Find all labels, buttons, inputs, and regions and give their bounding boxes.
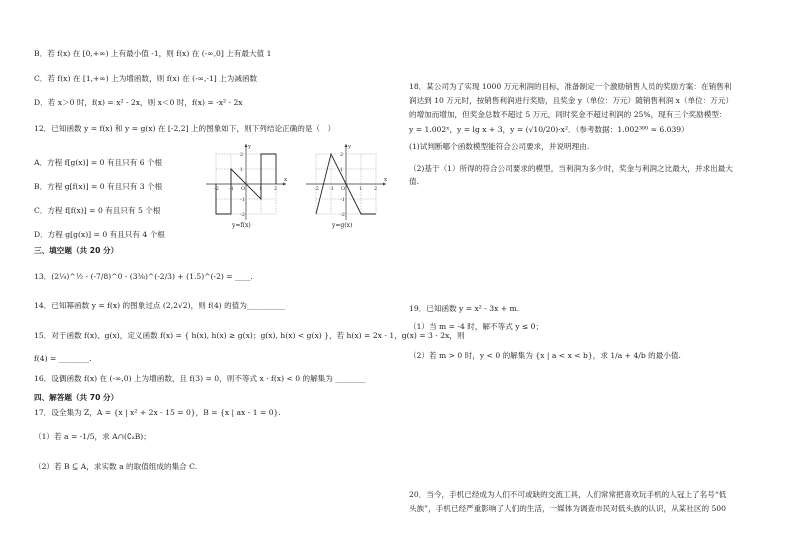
graph-g-x-tick-label: O xyxy=(341,186,346,192)
question-18-line-2: 润达到 10 万元时，按销售利润进行奖励，且奖金 y（单位：万元）随销售利润 x（单位：万元） xyxy=(409,96,734,105)
question-18-part-1: (1)试判断哪个函数模型能符合公司要求，并说明理由. xyxy=(409,142,590,151)
q12-option-a: A．方程 f[g(x)] = 0 有且只有 6 个根 xyxy=(34,158,163,167)
question-19: 19．已知函数 y = x² - 3x + m. xyxy=(409,304,520,313)
graph-f-x-axis-label: x xyxy=(284,177,288,183)
graph-g-y-tick-label: -2 xyxy=(340,212,345,218)
graph-g-y-axis-label: y xyxy=(348,144,352,150)
graph-g-x-tick-label: -2 xyxy=(314,186,319,192)
graph-g-x-tick-label: 1 xyxy=(359,186,363,192)
graph-f-y-axis-label: y xyxy=(248,144,252,150)
graph-f-x-tick-label: -1 xyxy=(229,186,234,192)
graph-f-y-tick-label: -2 xyxy=(240,212,245,218)
question-18-part-2: （2)基于（1）所得的符合公司要求的模型，当利润为多少时，奖金与利润之比最大，并求出最大 xyxy=(409,164,733,173)
question-16: 16．设偶函数 f(x) 在 (-∞,0) 上为增函数，且 f(3) = 0，则不等式 x · f(x) < 0 的解集为 ________ xyxy=(34,374,366,383)
question-19-part-1: （1）当 m = -4 时，解不等式 y ≤ 0； xyxy=(409,322,544,331)
graph-f-y-tick-label: 2 xyxy=(240,152,244,158)
question-18-line-4: y = 1.002ˣ，y = lg x + 3，y = (√10/20)·x²．（参考数据：1.002³⁰⁰ ≈ 6.039） xyxy=(409,125,689,134)
graph-f-caption: y=f(x) xyxy=(232,222,251,229)
graph-f-x-tick-label: 1 xyxy=(259,186,263,192)
question-13: 13．(2¼)^½ - (-7/8)^0 - (3⅜)^(-2/3) + (1.5)^(-2) = ____. xyxy=(34,272,253,281)
question-14: 14．已知幂函数 y = f(x) 的图象过点 (2,2√2)，则 f(4) 的值为__________ xyxy=(34,301,285,310)
graph-g-caption: y=g(x) xyxy=(332,222,353,229)
section-fill-in: 三、填空题（共 20 分） xyxy=(34,246,119,255)
question-17-part-1: （1）若 a = -1/5，求 A∩(∁ₐB)； xyxy=(34,432,151,441)
graph-f-x-tick-label: 2 xyxy=(274,186,278,192)
graph-f-y-tick-label: -1 xyxy=(240,197,245,203)
q11-option-d: D．若 x＞0 时，f(x) = x² - 2x，则 x＜0 时，f(x) = -x² - 2x xyxy=(34,98,243,107)
question-17: 17．设全集为 Z，A = {x | x² + 2x - 15 = 0}，B = {x | ax - 1 = 0}. xyxy=(34,408,281,417)
graph-g-x-axis-label: x xyxy=(384,177,388,183)
graph-g-x-tick-label: 2 xyxy=(374,186,378,192)
graph-f xyxy=(200,140,292,222)
question-17-part-2: （2）若 B ⊆ A，求实数 a 的取值组成的集合 C. xyxy=(34,462,198,471)
question-19-part-2: （2）若 m > 0 时，y < 0 的解集为 {x | a < x < b}，求 1/a + 4/b 的最小值. xyxy=(409,351,681,360)
question-15-cont: f(4) = ________. xyxy=(34,354,92,363)
question-18-line-1: 18．某公司为了实现 1000 万元利润的目标，准备制定一个激励销售人员的奖励方案：在销售利 xyxy=(409,82,732,91)
q11-option-b: B．若 f(x) 在 [0,+∞) 上有最小值 -1，则 f(x) 在 (-∞,0] 上有最大值 1 xyxy=(34,49,272,58)
graph-g-x-tick-label: -1 xyxy=(329,186,334,192)
graph-f-y-tick-label: 1 xyxy=(240,167,244,173)
section-answer: 四、解答题（共 70 分） xyxy=(34,393,119,402)
graph-g-y-tick-label: 2 xyxy=(340,152,344,158)
graph-g-y-tick-label: 1 xyxy=(340,167,344,173)
question-15: 15．对于函数 f(x)、g(x)，定义函数 f(x) = { h(x), h(x) ≥ g(x)；g(x), h(x) < g(x) }，若 h(x) = 2x - 1，g(x) = 3 - 2x，则 xyxy=(34,331,465,340)
question-20-line-2: 头族”，手机已经严重影响了人们的生活，一媒体为调查市民对低头族的认识，从某社区的 500 xyxy=(409,504,726,513)
question-18-line-3: 的增加而增加，但奖金总数不超过 5 万元，同时奖金不超过利润的 25%，现有三个奖励模型： xyxy=(409,110,727,119)
graph-g-y-tick-label: -1 xyxy=(340,197,345,203)
graph-g xyxy=(300,140,392,222)
graph-f-x-tick-label: O xyxy=(241,186,246,192)
question-20-line-1: 20．当今，手机已经成为人们不可或缺的交流工具，人们常常把喜欢玩手机的人冠上了名号“低 xyxy=(409,490,727,499)
question-18-part-2-cont: 值. xyxy=(409,177,420,186)
q12-option-b: B．方程 g[f(x)] = 0 有且只有 3 个根 xyxy=(34,182,163,191)
graph-g-svg xyxy=(300,140,392,222)
graph-f-svg xyxy=(200,140,292,222)
q11-option-c: C．若 f(x) 在 [1,+∞) 上为增函数，则 f(x) 在 (-∞,-1] 上为减函数 xyxy=(34,74,258,83)
question-12: 12．已知函数 y = f(x) 和 y = g(x) 在 [-2,2] 上的图象如下，则下列结论正确的是（ ） xyxy=(34,124,336,133)
graph-f-x-tick-label: -2 xyxy=(214,186,219,192)
q12-option-d: D．方程 g[g(x)] = 0 有且只有 4 个根 xyxy=(34,230,165,239)
q12-option-c: C．方程 f[f(x)] = 0 有且只有 5 个根 xyxy=(34,206,161,215)
